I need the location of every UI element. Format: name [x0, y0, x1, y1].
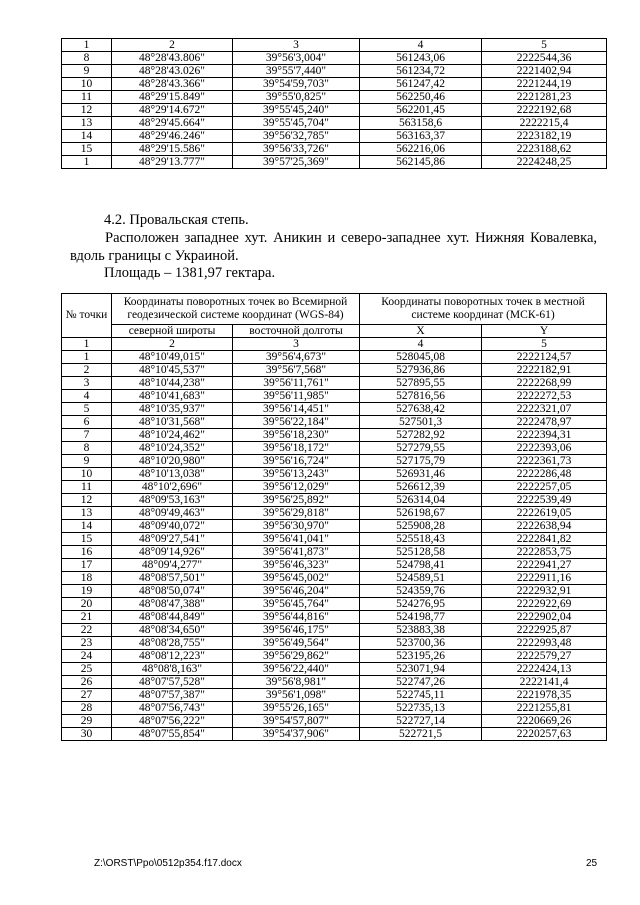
table-cell: 524798,41	[360, 559, 482, 572]
table-cell: 39°56'22,440"	[233, 663, 360, 676]
table-cell: 48°10'41,683"	[112, 390, 233, 403]
table-cell: 527936,86	[360, 364, 482, 377]
table-cell: 2222272,53	[482, 390, 607, 403]
table-cell: 2222257,05	[482, 481, 607, 494]
column-number-row	[62, 338, 607, 351]
table-cell: 2222478,97	[482, 416, 607, 429]
table-row	[62, 715, 607, 728]
table-cell: 26	[62, 676, 112, 689]
latitude-header: северной широты	[112, 325, 233, 338]
table-cell: 48°29'46.246"	[112, 130, 233, 143]
table-cell: 9	[62, 455, 112, 468]
table-cell: 524276,95	[360, 598, 482, 611]
col-number: 5	[482, 39, 607, 52]
table-cell: 39°54'59,703"	[233, 78, 360, 91]
col-number: 1	[62, 39, 112, 52]
table-row	[62, 403, 607, 416]
table-cell: 525908,28	[360, 520, 482, 533]
table-cell: 48°29'15.849"	[112, 91, 233, 104]
table-cell: 522745,11	[360, 689, 482, 702]
table-row	[62, 91, 607, 104]
table-cell: 48°10'44,238"	[112, 377, 233, 390]
table-row	[62, 468, 607, 481]
table-cell: 2222286,48	[482, 468, 607, 481]
table-cell: 39°56'1,098"	[233, 689, 360, 702]
table-cell: 12	[62, 494, 112, 507]
table-cell: 29	[62, 715, 112, 728]
table-cell: 39°56'3,004"	[233, 52, 360, 65]
table-cell: 39°56'14,451"	[233, 403, 360, 416]
table-cell: 527279,55	[360, 442, 482, 455]
table-cell: 48°08'50,074"	[112, 585, 233, 598]
table-cell: 562250,46	[360, 91, 482, 104]
table-cell: 12	[62, 104, 112, 117]
table-cell: 48°10'24,462"	[112, 429, 233, 442]
point-number-header: № точки	[62, 294, 112, 338]
col-number: 5	[482, 338, 607, 351]
table-cell: 48°10'49,015"	[112, 351, 233, 364]
table-cell: 39°56'46,323"	[233, 559, 360, 572]
table-cell: 526931,46	[360, 468, 482, 481]
table-cell: 527175,79	[360, 455, 482, 468]
table-cell: 39°56'29,818"	[233, 507, 360, 520]
table-cell: 2223182,19	[482, 130, 607, 143]
table-cell: 522727,14	[360, 715, 482, 728]
table-cell: 39°56'18,230"	[233, 429, 360, 442]
table-cell: 8	[62, 52, 112, 65]
table-cell: 522721,5	[360, 728, 482, 741]
table-cell: 2221255,81	[482, 702, 607, 715]
table-cell: 39°55'26,165"	[233, 702, 360, 715]
table-cell: 7	[62, 429, 112, 442]
coordinates-table	[61, 293, 607, 741]
table-cell: 2222394,31	[482, 429, 607, 442]
table-cell: 48°10'45,537"	[112, 364, 233, 377]
table-cell: 39°55'45,240"	[233, 104, 360, 117]
table-row	[62, 143, 607, 156]
table-row	[62, 559, 607, 572]
col-number: 4	[360, 39, 482, 52]
table-row	[62, 728, 607, 741]
table-cell: 2222124,57	[482, 351, 607, 364]
table-cell: 10	[62, 78, 112, 91]
table-row	[62, 481, 607, 494]
table-cell: 3	[62, 377, 112, 390]
table-cell: 39°55'0,825"	[233, 91, 360, 104]
table-cell: 2224248,25	[482, 156, 607, 169]
table-cell: 48°08'57,501"	[112, 572, 233, 585]
local-system-header: Координаты поворотных точек в местной системе координат (МСК-61)	[360, 294, 607, 325]
table-cell: 2222182,91	[482, 364, 607, 377]
table-row	[62, 65, 607, 78]
table-row	[62, 442, 607, 455]
table-row	[62, 611, 607, 624]
table-cell: 2222579,27	[482, 650, 607, 663]
table-row	[62, 676, 607, 689]
table-cell: 18	[62, 572, 112, 585]
col-number: 2	[112, 338, 233, 351]
table-row	[62, 104, 607, 117]
table-cell: 39°56'45,002"	[233, 572, 360, 585]
table-cell: 527501,3	[360, 416, 482, 429]
table-cell: 39°56'11,761"	[233, 377, 360, 390]
coordinates-table-continued	[61, 38, 607, 169]
table-cell: 20	[62, 598, 112, 611]
table-cell: 563163,37	[360, 130, 482, 143]
table-cell: 39°56'49,564"	[233, 637, 360, 650]
table-cell: 39°56'13,243"	[233, 468, 360, 481]
table-cell: 527282,92	[360, 429, 482, 442]
table-row	[62, 494, 607, 507]
table-cell: 2222993,48	[482, 637, 607, 650]
table-cell: 2221402,94	[482, 65, 607, 78]
y-header: Y	[482, 325, 607, 338]
table-cell: 27	[62, 689, 112, 702]
col-number: 1	[62, 338, 112, 351]
table-row	[62, 377, 607, 390]
table-cell: 11	[62, 481, 112, 494]
table-row	[62, 572, 607, 585]
header-row-1	[62, 294, 607, 325]
table-cell: 2222922,69	[482, 598, 607, 611]
table-row	[62, 598, 607, 611]
table-cell: 48°09'14,926"	[112, 546, 233, 559]
table-cell: 48°07'55,854"	[112, 728, 233, 741]
table-cell: 524359,76	[360, 585, 482, 598]
table-row	[62, 689, 607, 702]
table-cell: 2222215,4	[482, 117, 607, 130]
col-number: 2	[112, 39, 233, 52]
table-cell: 562216,06	[360, 143, 482, 156]
table-row	[62, 546, 607, 559]
table-row	[62, 390, 607, 403]
table-cell: 2222544,36	[482, 52, 607, 65]
table-row	[62, 650, 607, 663]
table-cell: 4	[62, 390, 112, 403]
table-cell: 2	[62, 364, 112, 377]
table-cell: 19	[62, 585, 112, 598]
table-cell: 525518,43	[360, 533, 482, 546]
table-cell: 48°08'12,223"	[112, 650, 233, 663]
table-row	[62, 52, 607, 65]
table-cell: 562145,86	[360, 156, 482, 169]
table-cell: 39°56'45,764"	[233, 598, 360, 611]
table-row	[62, 416, 607, 429]
table-cell: 2221978,35	[482, 689, 607, 702]
table-cell: 24	[62, 650, 112, 663]
table-row	[62, 637, 607, 650]
column-number-row	[62, 39, 607, 52]
table-cell: 6	[62, 416, 112, 429]
table-cell: 527816,56	[360, 390, 482, 403]
table-cell: 48°09'40,072"	[112, 520, 233, 533]
table-cell: 48°08'28,755"	[112, 637, 233, 650]
page-number: 25	[586, 858, 598, 869]
table-cell: 561243,06	[360, 52, 482, 65]
col-number: 3	[233, 338, 360, 351]
table-cell: 2222619,05	[482, 507, 607, 520]
table-cell: 1	[62, 351, 112, 364]
table-row	[62, 351, 607, 364]
table-cell: 5	[62, 403, 112, 416]
table-cell: 39°56'44,816"	[233, 611, 360, 624]
table-cell: 48°10'2,696"	[112, 481, 233, 494]
table-row	[62, 429, 607, 442]
table-cell: 11	[62, 91, 112, 104]
table-cell: 48°07'56,222"	[112, 715, 233, 728]
table-cell: 2222321,07	[482, 403, 607, 416]
table-cell: 561234,72	[360, 65, 482, 78]
table-cell: 526314,04	[360, 494, 482, 507]
x-header: X	[360, 325, 482, 338]
table-cell: 39°56'8,981"	[233, 676, 360, 689]
table-cell: 48°08'8,163"	[112, 663, 233, 676]
section-title: 4.2. Провальская степь.	[104, 212, 249, 228]
table-cell: 2221244,19	[482, 78, 607, 91]
table-cell: 48°10'13,038"	[112, 468, 233, 481]
table-cell: 48°09'27,541"	[112, 533, 233, 546]
table-cell: 39°56'32,785"	[233, 130, 360, 143]
table-row	[62, 117, 607, 130]
table-cell: 48°07'56,743"	[112, 702, 233, 715]
table-cell: 17	[62, 559, 112, 572]
table-cell: 527895,55	[360, 377, 482, 390]
table-cell: 523195,26	[360, 650, 482, 663]
table-cell: 2222141,4	[482, 676, 607, 689]
table-cell: 2222932,91	[482, 585, 607, 598]
table-cell: 562201,45	[360, 104, 482, 117]
table-cell: 13	[62, 507, 112, 520]
table-cell: 2222393,06	[482, 442, 607, 455]
table-cell: 2220257,63	[482, 728, 607, 741]
table-cell: 528045,08	[360, 351, 482, 364]
table-row	[62, 533, 607, 546]
footer-file-path: Z:\ORST\Ppo\0512p354.f17.docx	[94, 858, 242, 869]
table-cell: 2222192,68	[482, 104, 607, 117]
table-cell: 48°28'43.806"	[112, 52, 233, 65]
table1-body	[62, 52, 607, 169]
table-cell: 39°56'30,970"	[233, 520, 360, 533]
table-cell: 14	[62, 130, 112, 143]
table-cell: 2222539,49	[482, 494, 607, 507]
table-cell: 523700,36	[360, 637, 482, 650]
table-cell: 48°10'24,352"	[112, 442, 233, 455]
table-cell: 48°07'57,528"	[112, 676, 233, 689]
table-cell: 527638,42	[360, 403, 482, 416]
table-cell: 39°57'25,369"	[233, 156, 360, 169]
table-cell: 2221281,23	[482, 91, 607, 104]
table-cell: 48°29'45.664"	[112, 117, 233, 130]
table-cell: 2222911,16	[482, 572, 607, 585]
table-cell: 2222902,04	[482, 611, 607, 624]
table-cell: 2222638,94	[482, 520, 607, 533]
table-cell: 39°56'7,568"	[233, 364, 360, 377]
table-cell: 39°55'7,440"	[233, 65, 360, 78]
table-row	[62, 130, 607, 143]
table-cell: 561247,42	[360, 78, 482, 91]
table-row	[62, 156, 607, 169]
table-cell: 523883,38	[360, 624, 482, 637]
table-row	[62, 520, 607, 533]
table-cell: 526612,39	[360, 481, 482, 494]
table-row	[62, 624, 607, 637]
table-cell: 16	[62, 546, 112, 559]
table-cell: 48°29'13.777"	[112, 156, 233, 169]
table-cell: 2222268,99	[482, 377, 607, 390]
table-cell: 2223188,62	[482, 143, 607, 156]
table-cell: 563158,6	[360, 117, 482, 130]
table-cell: 39°56'46,204"	[233, 585, 360, 598]
table-cell: 39°56'16,724"	[233, 455, 360, 468]
table-cell: 522747,26	[360, 676, 482, 689]
table-cell: 39°56'18,172"	[233, 442, 360, 455]
table-cell: 14	[62, 520, 112, 533]
table-cell: 2222841,82	[482, 533, 607, 546]
table-cell: 1	[62, 156, 112, 169]
table-cell: 39°56'29,862"	[233, 650, 360, 663]
table-cell: 2222925,87	[482, 624, 607, 637]
table-row	[62, 702, 607, 715]
table-cell: 10	[62, 468, 112, 481]
table-cell: 2220669,26	[482, 715, 607, 728]
wgs-header: Координаты поворотных точек во Всемирной геодезической системе координат (WGS-84)	[112, 294, 360, 325]
table-row	[62, 364, 607, 377]
table-cell: 2222853,75	[482, 546, 607, 559]
table-cell: 524589,51	[360, 572, 482, 585]
table-cell: 8	[62, 442, 112, 455]
header-row-2	[62, 325, 607, 338]
table-cell: 526198,67	[360, 507, 482, 520]
table-cell: 48°08'34,650"	[112, 624, 233, 637]
table-cell: 48°08'47,388"	[112, 598, 233, 611]
table-cell: 39°56'46,175"	[233, 624, 360, 637]
table-cell: 48°10'20,980"	[112, 455, 233, 468]
table-cell: 48°07'57,387"	[112, 689, 233, 702]
table-row	[62, 663, 607, 676]
table-cell: 2222941,27	[482, 559, 607, 572]
table-cell: 48°09'49,463"	[112, 507, 233, 520]
table-cell: 25	[62, 663, 112, 676]
table-cell: 48°29'14.672"	[112, 104, 233, 117]
table-cell: 28	[62, 702, 112, 715]
table-cell: 9	[62, 65, 112, 78]
longitude-header: восточной долготы	[233, 325, 360, 338]
table-cell: 39°56'12,029"	[233, 481, 360, 494]
table-row	[62, 585, 607, 598]
table-cell: 48°09'4,277"	[112, 559, 233, 572]
table-cell: 525128,58	[360, 546, 482, 559]
table-cell: 39°56'33,726"	[233, 143, 360, 156]
table-cell: 22	[62, 624, 112, 637]
col-number: 3	[233, 39, 360, 52]
table-cell: 48°10'35,937"	[112, 403, 233, 416]
table-cell: 48°08'44,849"	[112, 611, 233, 624]
table-cell: 39°56'41,873"	[233, 546, 360, 559]
table-cell: 48°29'15.586"	[112, 143, 233, 156]
table-cell: 21	[62, 611, 112, 624]
section-area: Площадь – 1381,97 гектара.	[104, 265, 276, 281]
table-cell: 39°54'37,906"	[233, 728, 360, 741]
table-cell: 23	[62, 637, 112, 650]
table-cell: 39°56'22,184"	[233, 416, 360, 429]
table-cell: 2222424,13	[482, 663, 607, 676]
table-cell: 39°56'25,892"	[233, 494, 360, 507]
col-number: 4	[360, 338, 482, 351]
table-cell: 48°09'53,163"	[112, 494, 233, 507]
table-cell: 30	[62, 728, 112, 741]
table-cell: 523071,94	[360, 663, 482, 676]
section-description: Расположен западнее хут. Аникин и северо-западнее хут. Нижняя Ковалевка, вдоль границы с Украиной.	[70, 230, 597, 264]
table-row	[62, 78, 607, 91]
table-cell: 48°28'43.026"	[112, 65, 233, 78]
table-cell: 39°56'11,985"	[233, 390, 360, 403]
table-cell: 522735,13	[360, 702, 482, 715]
table-cell: 13	[62, 117, 112, 130]
table-cell: 39°55'45,704"	[233, 117, 360, 130]
table2-body	[62, 351, 607, 741]
table-row	[62, 455, 607, 468]
table-cell: 524198,77	[360, 611, 482, 624]
table-cell: 15	[62, 533, 112, 546]
table-cell: 2222361,73	[482, 455, 607, 468]
table-cell: 48°10'31,568"	[112, 416, 233, 429]
table-cell: 39°54'57,807"	[233, 715, 360, 728]
table-cell: 39°56'4,673"	[233, 351, 360, 364]
table-row	[62, 507, 607, 520]
table-cell: 48°28'43.366"	[112, 78, 233, 91]
table-cell: 15	[62, 143, 112, 156]
table-cell: 39°56'41,041"	[233, 533, 360, 546]
